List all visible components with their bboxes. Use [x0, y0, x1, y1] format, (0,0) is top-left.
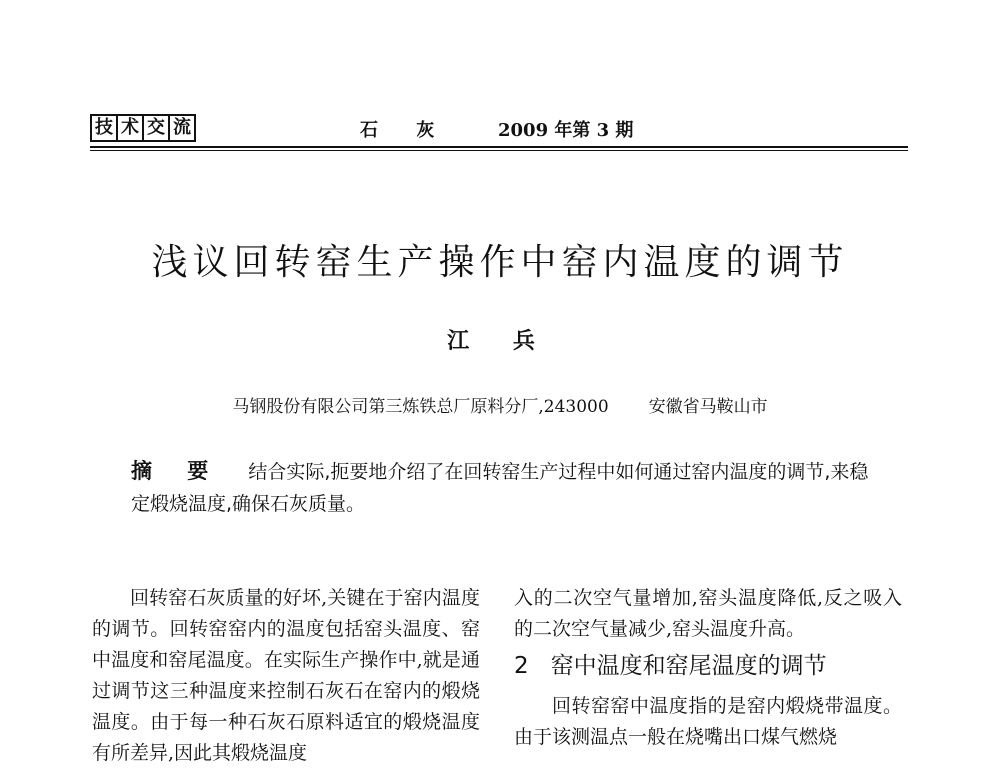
section-tag-char: 交 — [142, 114, 170, 142]
paper-title: 浅议回转窑生产操作中窑内温度的调节 — [151, 242, 849, 283]
section-tag — [90, 114, 194, 142]
body-paragraph: 入的二次空气量增加,窑头温度降低,反之吸入的二次空气量减少,窑头温度升高。 — [514, 587, 902, 640]
section-tag-char: 技 — [90, 114, 118, 142]
journal-name: 石 灰 — [360, 120, 451, 141]
author-affiliation — [0, 392, 1000, 417]
affiliation-location: 安徽省马鞍山市 — [648, 397, 768, 417]
section-title: 窑中温度和窑尾温度的调节 — [550, 653, 827, 679]
section-number: 2 — [514, 653, 529, 679]
section-tag-char: 术 — [116, 114, 144, 142]
section-tag-char: 流 — [168, 114, 196, 142]
abstract — [131, 455, 871, 520]
abstract-text: 结合实际,扼要地介绍了在回转窑生产过程中如何通过窑内温度的调节,来稳定煅烧温度,确保石灰质量。 — [131, 461, 869, 515]
header-rule-thin — [90, 150, 908, 151]
section-heading — [514, 649, 902, 683]
header-rule-thick — [90, 146, 908, 148]
affiliation-text: 马钢股份有限公司第三炼铁总厂原料分厂,243000 — [232, 397, 609, 417]
issue-number: 2009 年第 3 期 — [498, 120, 634, 141]
page-header — [90, 112, 908, 158]
body-column-left — [92, 583, 480, 769]
body-paragraph: 回转窑窑中温度指的是窑内煅烧带温度。由于该测温点一般在烧嘴出口煤气燃烧 — [514, 695, 902, 748]
body-paragraph: 回转窑石灰质量的好坏,关键在于窑内温度的调节。回转窑窑内的温度包括窑头温度、窑中温度和窑尾温度。在实际生产操作中,就是通过调节这三种温度来控制石灰石在窑内的煅烧温度。由于每一种石灰石原料适宜的煅烧温度有所差异,因此其煅烧温度 — [92, 587, 480, 764]
author-name: 江 兵 — [447, 328, 553, 354]
body-column-right — [514, 583, 902, 753]
abstract-label: 摘 要 — [131, 458, 223, 483]
